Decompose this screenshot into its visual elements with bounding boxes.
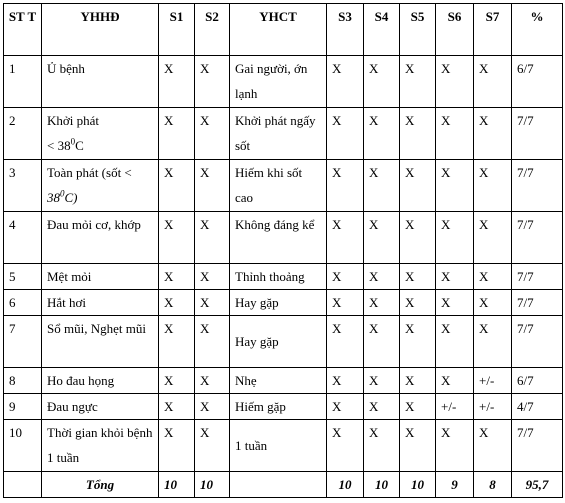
cell-stt: 9 [4, 394, 42, 420]
cell-s5: X [400, 420, 436, 472]
total-s2: 10 [195, 472, 230, 498]
cell-yhct: Khởi phát ngấy sốt [230, 108, 327, 160]
cell-s2: X [195, 394, 230, 420]
cell-s6: X [436, 160, 474, 212]
cell-s6: X [436, 212, 474, 264]
cell-stt: 10 [4, 420, 42, 472]
cell-s5: X [400, 56, 436, 108]
cell-s1: X [159, 316, 195, 368]
cell-s1: X [159, 394, 195, 420]
cell-yhhd [42, 160, 159, 212]
yhhd-temp: 38 [47, 190, 60, 205]
cell-stt [4, 472, 42, 498]
cell-s1: X [159, 290, 195, 316]
cell-s1: X [159, 420, 195, 472]
cell-yhhd: Đau mỏi cơ, khớp [42, 212, 159, 264]
cell-s7: +/- [474, 394, 512, 420]
table-row [4, 394, 563, 420]
total-s6: 9 [436, 472, 474, 498]
cell-s3: X [327, 420, 364, 472]
cell-s3: X [327, 56, 364, 108]
cell-yhct: Nhẹ [230, 368, 327, 394]
cell-s2: X [195, 212, 230, 264]
cell-s1: X [159, 212, 195, 264]
header-percent: % [512, 4, 563, 56]
cell-yhhd [42, 108, 159, 160]
cell-s4: X [364, 368, 400, 394]
cell-s1: X [159, 108, 195, 160]
cell-s2: X [195, 56, 230, 108]
cell-percent: 7/7 [512, 264, 563, 290]
cell-s5: X [400, 108, 436, 160]
total-yhct [230, 472, 327, 498]
header-row [4, 4, 563, 56]
cell-stt: 4 [4, 212, 42, 264]
cell-s2: X [195, 368, 230, 394]
cell-percent: 7/7 [512, 108, 563, 160]
cell-s1: X [159, 160, 195, 212]
cell-s1: X [159, 264, 195, 290]
table-row [4, 264, 563, 290]
cell-s3: X [327, 368, 364, 394]
cell-percent: 7/7 [512, 160, 563, 212]
cell-yhct: Hay gặp [230, 290, 327, 316]
cell-s6: X [436, 290, 474, 316]
cell-s6: X [436, 420, 474, 472]
cell-stt: 1 [4, 56, 42, 108]
cell-yhhd: Đau ngực [42, 394, 159, 420]
cell-s4: X [364, 420, 400, 472]
header-yhct: YHCT [230, 4, 327, 56]
cell-yhhd: Ủ bệnh [42, 56, 159, 108]
cell-s3: X [327, 160, 364, 212]
cell-s7: +/- [474, 368, 512, 394]
yhhd-unit: C) [64, 190, 78, 205]
table-row [4, 420, 563, 472]
table-row [4, 368, 563, 394]
table-row [4, 108, 563, 160]
cell-s3: X [327, 316, 364, 368]
cell-s5: X [400, 368, 436, 394]
cell-s5: X [400, 264, 436, 290]
degree-sup: 0 [70, 136, 76, 147]
header-s6: S6 [436, 4, 474, 56]
cell-s3: X [327, 394, 364, 420]
cell-s1: X [159, 56, 195, 108]
cell-s7: X [474, 160, 512, 212]
header-yhhd: YHHĐ [42, 4, 159, 56]
total-s5: 10 [400, 472, 436, 498]
cell-stt: 5 [4, 264, 42, 290]
table-row [4, 160, 563, 212]
cell-s6: X [436, 316, 474, 368]
cell-s7: X [474, 108, 512, 160]
cell-percent: 6/7 [512, 368, 563, 394]
total-s4: 10 [364, 472, 400, 498]
header-s3: S3 [327, 4, 364, 56]
cell-s6: +/- [436, 394, 474, 420]
cell-yhct: Thỉnh thoảng [230, 264, 327, 290]
yhhd-line2: < 38 [47, 138, 71, 153]
cell-percent: 7/7 [512, 316, 563, 368]
cell-percent: 7/7 [512, 212, 563, 264]
table-row [4, 212, 563, 264]
cell-s3: X [327, 290, 364, 316]
cell-s7: X [474, 316, 512, 368]
cell-s6: X [436, 108, 474, 160]
cell-s4: X [364, 394, 400, 420]
cell-s6: X [436, 264, 474, 290]
cell-s5: X [400, 160, 436, 212]
cell-yhct: Hiếm khi sốt cao [230, 160, 327, 212]
cell-s2: X [195, 264, 230, 290]
symptom-comparison-table [3, 3, 563, 498]
cell-stt: 3 [4, 160, 42, 212]
cell-s2: X [195, 420, 230, 472]
degree-sup: 0 [60, 188, 65, 199]
cell-s3: X [327, 264, 364, 290]
cell-stt: 7 [4, 316, 42, 368]
cell-s4: X [364, 108, 400, 160]
cell-yhct: Hiếm gặp [230, 394, 327, 420]
total-row [4, 472, 563, 498]
total-percent: 95,7 [512, 472, 563, 498]
cell-s2: X [195, 108, 230, 160]
cell-s7: X [474, 56, 512, 108]
cell-s2: X [195, 160, 230, 212]
cell-percent: 7/7 [512, 420, 563, 472]
cell-s5: X [400, 212, 436, 264]
cell-s5: X [400, 394, 436, 420]
cell-s4: X [364, 160, 400, 212]
header-stt: ST T [4, 4, 42, 56]
header-s1: S1 [159, 4, 195, 56]
total-label: Tổng [42, 472, 159, 498]
header-s4: S4 [364, 4, 400, 56]
cell-yhhd: Hắt hơi [42, 290, 159, 316]
cell-s7: X [474, 420, 512, 472]
table-row [4, 290, 563, 316]
header-s2: S2 [195, 4, 230, 56]
cell-stt: 6 [4, 290, 42, 316]
total-s7: 8 [474, 472, 512, 498]
cell-percent: 7/7 [512, 290, 563, 316]
cell-yhhd: Mệt mỏi [42, 264, 159, 290]
cell-s4: X [364, 56, 400, 108]
cell-s2: X [195, 290, 230, 316]
cell-percent: 6/7 [512, 56, 563, 108]
cell-s5: X [400, 290, 436, 316]
cell-s4: X [364, 290, 400, 316]
table-row [4, 56, 563, 108]
cell-s4: X [364, 212, 400, 264]
cell-s4: X [364, 264, 400, 290]
cell-s7: X [474, 264, 512, 290]
cell-yhhd: Thời gian khỏi bệnh 1 tuần [42, 420, 159, 472]
cell-s5: X [400, 316, 436, 368]
cell-s3: X [327, 212, 364, 264]
yhhd-line1: Toàn phát (sốt < [47, 165, 132, 180]
cell-yhct: Không đáng kể [230, 212, 327, 264]
yhhd-line1: Khởi phát [47, 113, 100, 128]
cell-yhhd: Ho đau họng [42, 368, 159, 394]
cell-s6: X [436, 56, 474, 108]
header-s5: S5 [400, 4, 436, 56]
cell-yhhd: Sổ mũi, Nghẹt mũi [42, 316, 159, 368]
cell-s3: X [327, 108, 364, 160]
header-s7: S7 [474, 4, 512, 56]
cell-stt: 8 [4, 368, 42, 394]
total-s3: 10 [327, 472, 364, 498]
table-row [4, 316, 563, 368]
total-s1: 10 [159, 472, 195, 498]
cell-s1: X [159, 368, 195, 394]
cell-yhct: Gai người, ớn lạnh [230, 56, 327, 108]
cell-percent: 4/7 [512, 394, 563, 420]
cell-s7: X [474, 290, 512, 316]
cell-yhct: 1 tuần [230, 420, 327, 472]
cell-yhct: Hay gặp [230, 316, 327, 368]
cell-s6: X [436, 368, 474, 394]
cell-s4: X [364, 316, 400, 368]
cell-stt: 2 [4, 108, 42, 160]
cell-s7: X [474, 212, 512, 264]
yhhd-unit: C [75, 138, 84, 153]
cell-s2: X [195, 316, 230, 368]
